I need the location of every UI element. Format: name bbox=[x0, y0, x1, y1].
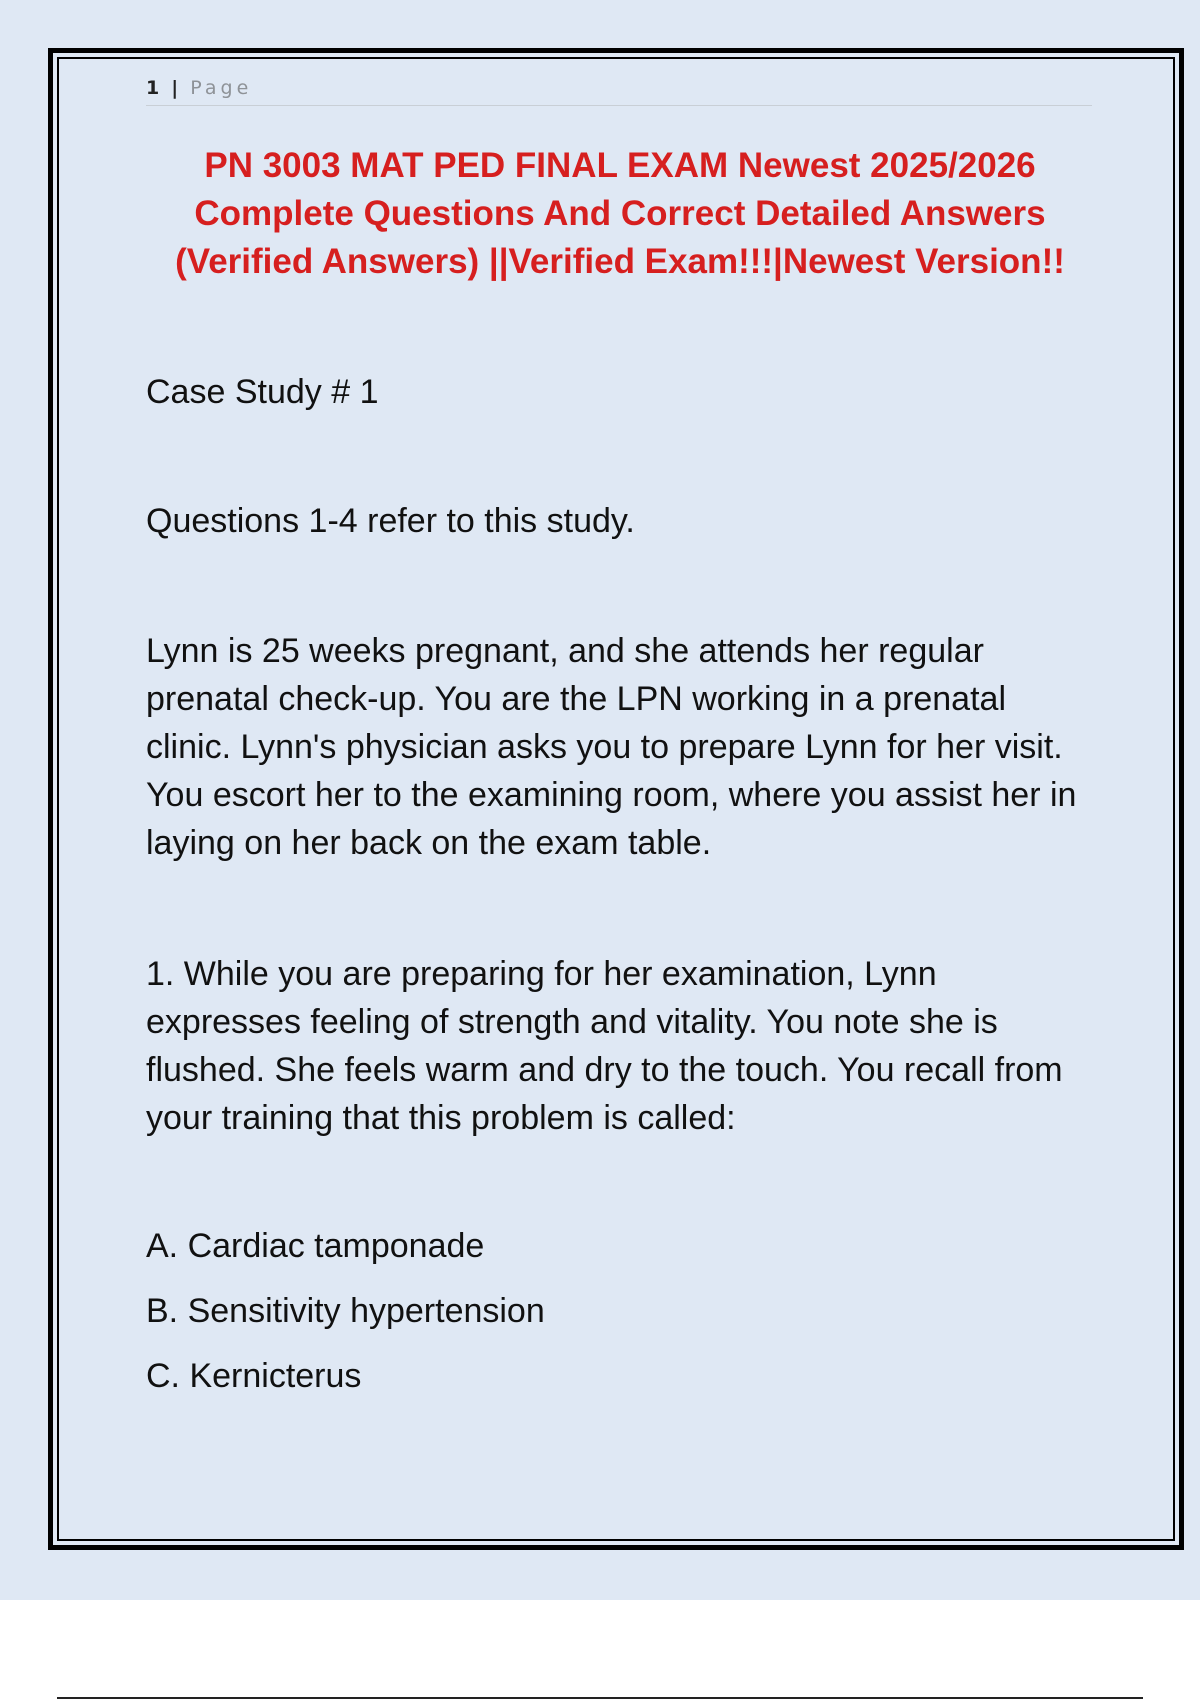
case-study-intro: Questions 1-4 refer to this study. bbox=[146, 502, 635, 540]
page-separator: | bbox=[171, 77, 182, 99]
title-line-1: PN 3003 MAT PED FINAL EXAM Newest 2025/2026 bbox=[204, 146, 1036, 185]
answer-option-b: B. Sensitivity hypertension bbox=[146, 1292, 545, 1330]
page-header bbox=[146, 74, 1092, 106]
case-study-heading: Case Study # 1 bbox=[146, 373, 379, 411]
title-line-2: Complete Questions And Correct Detailed Answers bbox=[194, 194, 1046, 233]
case-study-scenario: Lynn is 25 weeks pregnant, and she attends her regular prenatal check-up. You are the LPN working in a prenatal clinic. Lynn's physician asks you to prepare Lynn for her visit. You escort her to the examining room, where you assist her in laying on her back on the exam table. bbox=[146, 632, 1077, 862]
answer-option-a: A. Cardiac tamponade bbox=[146, 1227, 485, 1265]
page-label: Page bbox=[190, 77, 253, 99]
document-title bbox=[140, 142, 1100, 286]
title-line-3: (Verified Answers) ||Verified Exam!!!|Newest Version!! bbox=[175, 242, 1065, 281]
footer-divider bbox=[57, 1697, 1143, 1699]
question-text: 1. While you are preparing for her examination, Lynn expresses feeling of strength and vitality. You note she is flushed. She feels warm and dry to the touch. You recall from your training that this problem is called: bbox=[146, 955, 1063, 1137]
answer-option-c: C. Kernicterus bbox=[146, 1357, 362, 1395]
page-number: 1 bbox=[146, 77, 163, 99]
